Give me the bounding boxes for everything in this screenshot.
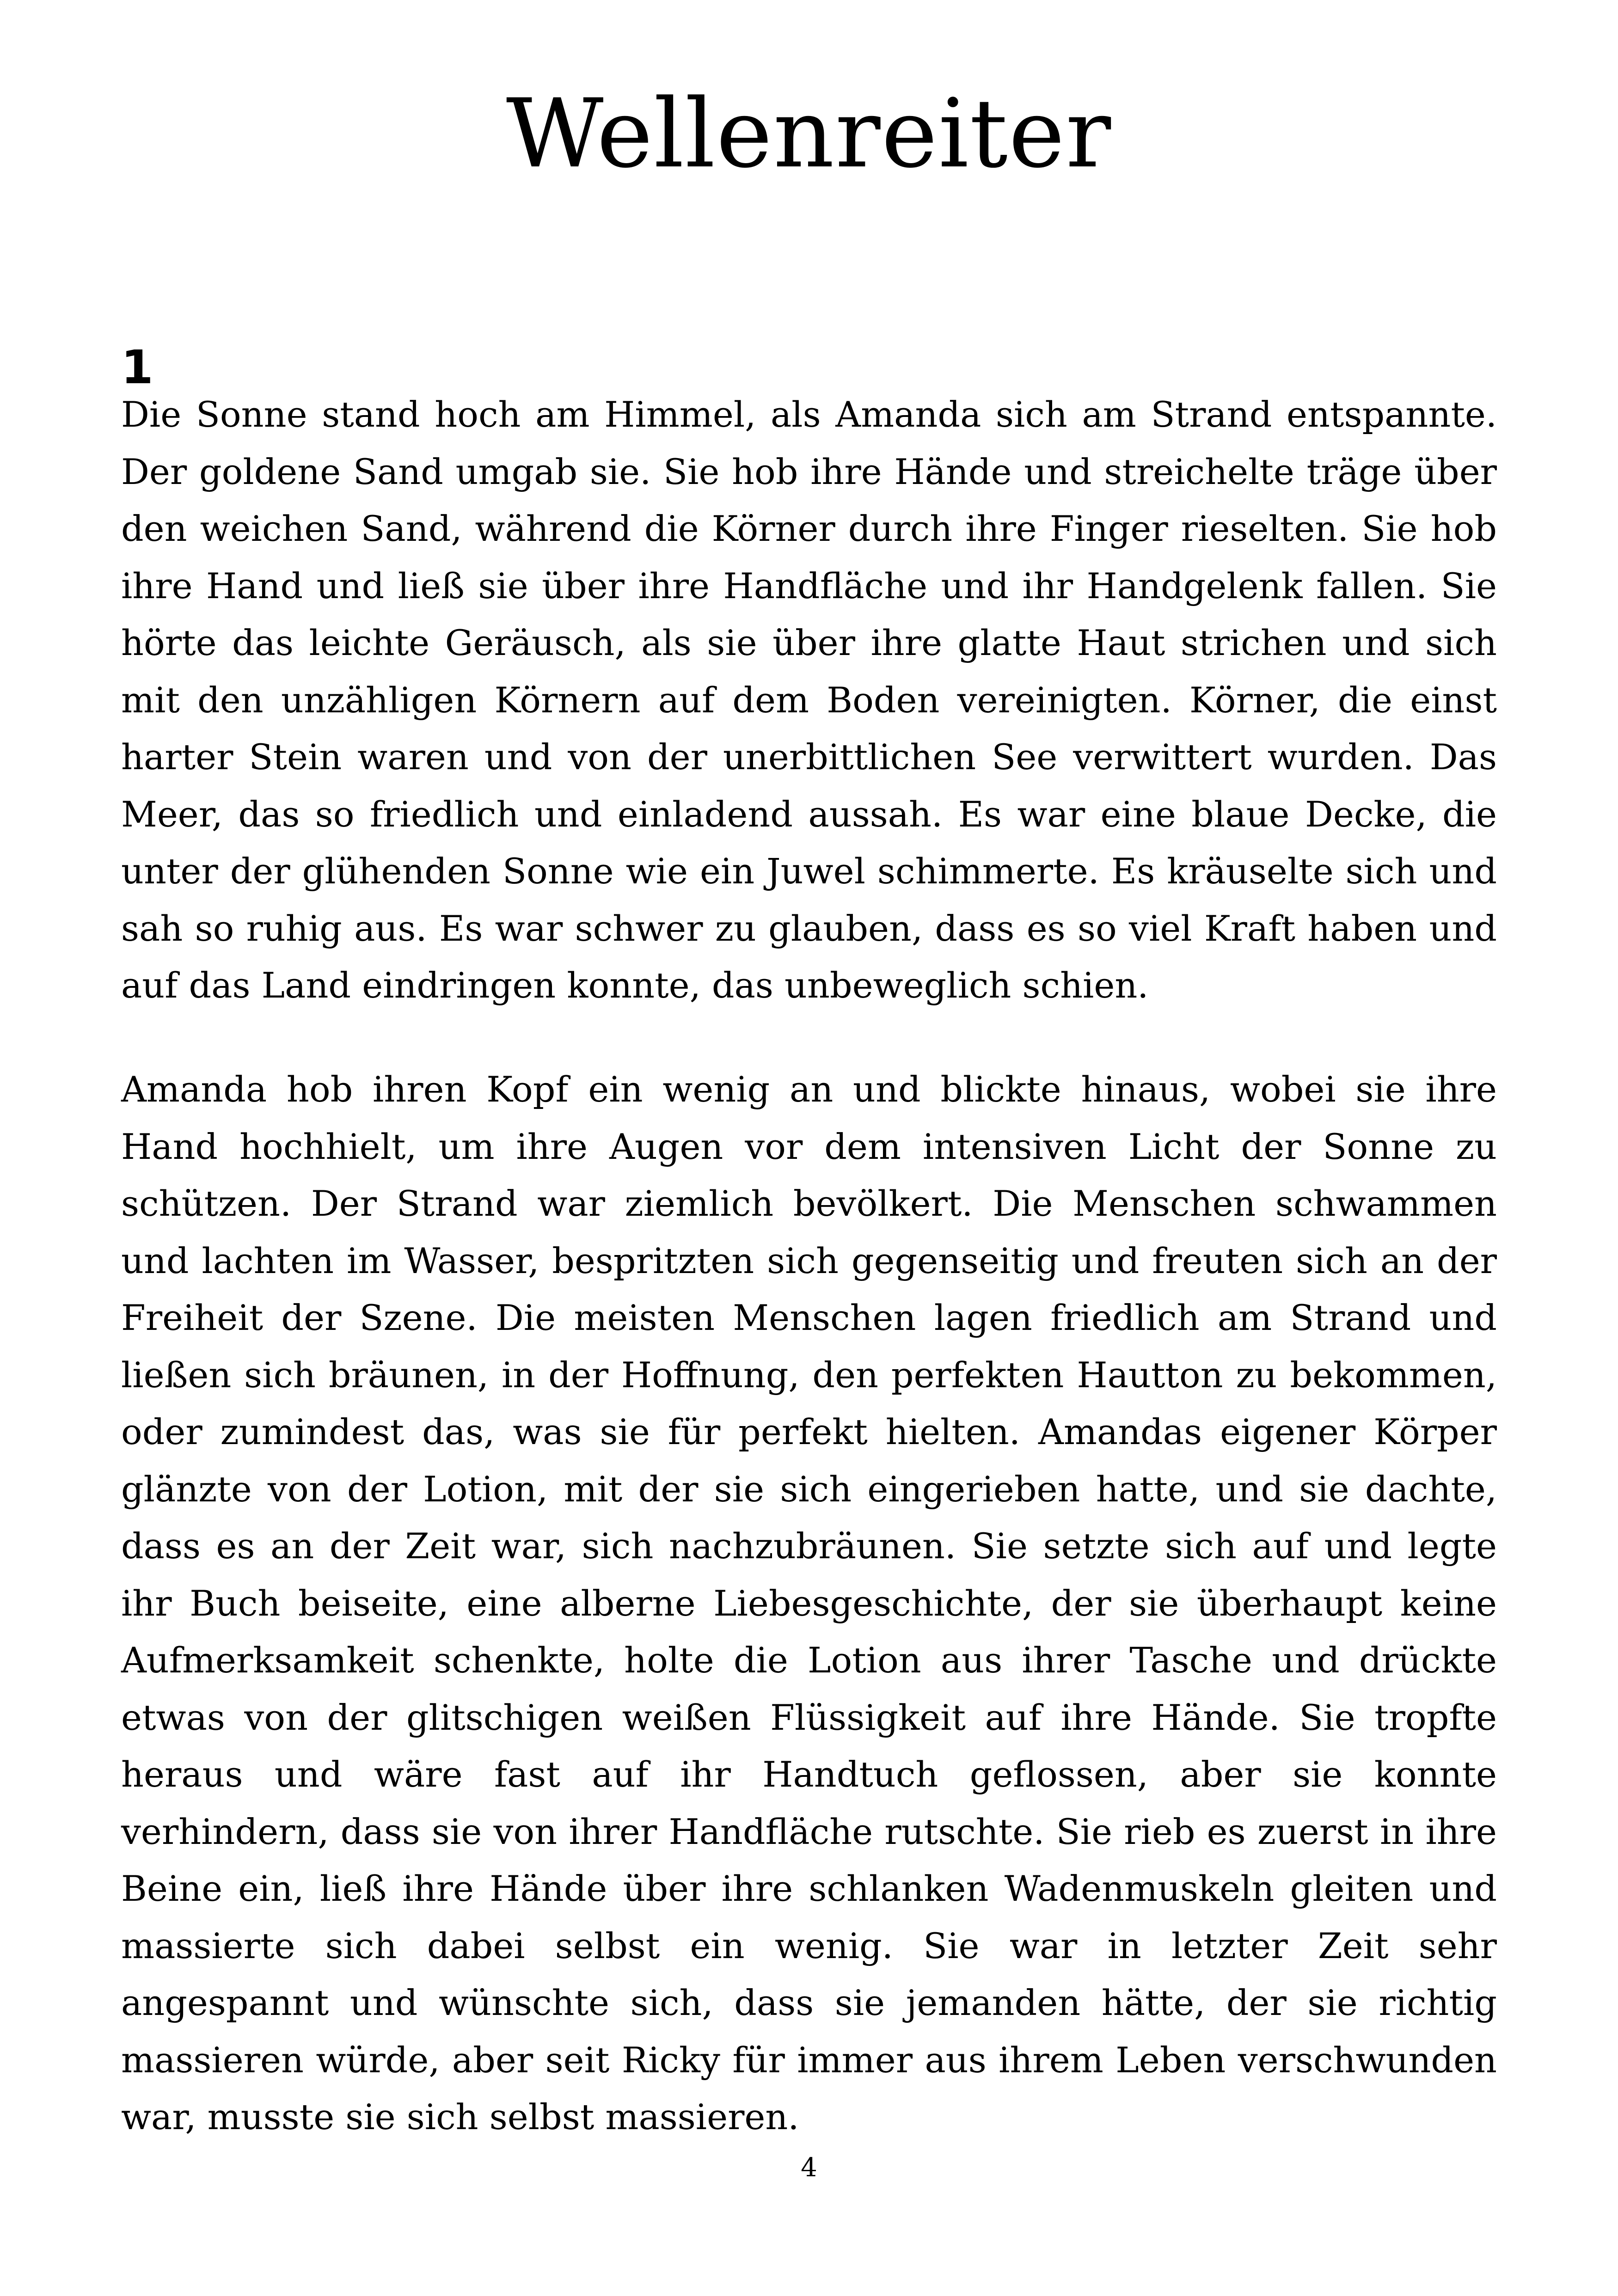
page-number: 4 (801, 2153, 817, 2183)
chapter-number: 1 (121, 340, 153, 394)
paragraph-2: Amanda hob ihren Kopf ein wenig an und blickte hinaus, wobei sie ihre Hand hochhielt, um ihre Augen vor dem intensiven Licht der Sonne zu schützen. Der Strand war ziemlich bevölkert. Die Menschen schwammen und lachten im Wasser, bespritzten sich gegenseitig und freuten sich an der Freiheit der Szene. Die meisten Menschen lagen friedlich am Strand und ließen sich bräunen, in der Hoffnung, den perfekten Hautton zu bekommen, oder zumindest das, was sie für perfekt hielten. Amandas eigener Körper glänzte von der Lotion, mit der sie sich eingerieben hatte, und sie dachte, dass es an der Zeit war, sich nachzubräunen. Sie setzte sich auf und legte ihr Buch beiseite, eine alberne Liebesgeschichte, der sie überhaupt keine Aufmerksamkeit schenkte, holte die Lotion aus ihrer Tasche und drückte etwas von der glitschigen weißen Flüssigkeit auf ihre Hände. Sie tropfte heraus und wäre fast auf ihr Handtuch geflossen, aber sie konnte verhindern, dass sie von ihrer Handfläche rutschte. Sie rieb es zuerst in ihre Beine ein, ließ ihre Hände über ihre schlanken Wadenmuskeln gleiten und massierte sich dabei selbst ein wenig. Sie war in letzter Zeit sehr angespannt und wünschte sich, dass sie jemanden hätte, der sie richtig massieren würde, aber seit Ricky für immer aus ihrem Leben verschwunden war, musste sie sich selbst massieren. (121, 1069, 1497, 2137)
document-title: Wellenreiter (506, 79, 1112, 189)
paragraph-1: Die Sonne stand hoch am Himmel, als Amanda sich am Strand entspannte. Der goldene Sand umgab sie. Sie hob ihre Hände und streichelte träge über den weichen Sand, während die Körner durch ihre Finger rieselten. Sie hob ihre Hand und ließ sie über ihre Handfläche und ihr Handgelenk fallen. Sie hörte das leichte Geräusch, als sie über ihre glatte Haut strichen und sich mit den unzähligen Körnern auf dem Boden vereinigten. Körner, die einst harter Stein waren und von der unerbittlichen See verwittert wurden. Das Meer, das so friedlich und einladend aussah. Es war eine blaue Decke, die unter der glühenden Sonne wie ein Juwel schimmerte. Es kräuselte sich und sah so ruhig aus. Es war schwer zu glauben, dass es so viel Kraft haben und auf das Land eindringen konnte, das unbeweglich schien. (121, 394, 1497, 1006)
